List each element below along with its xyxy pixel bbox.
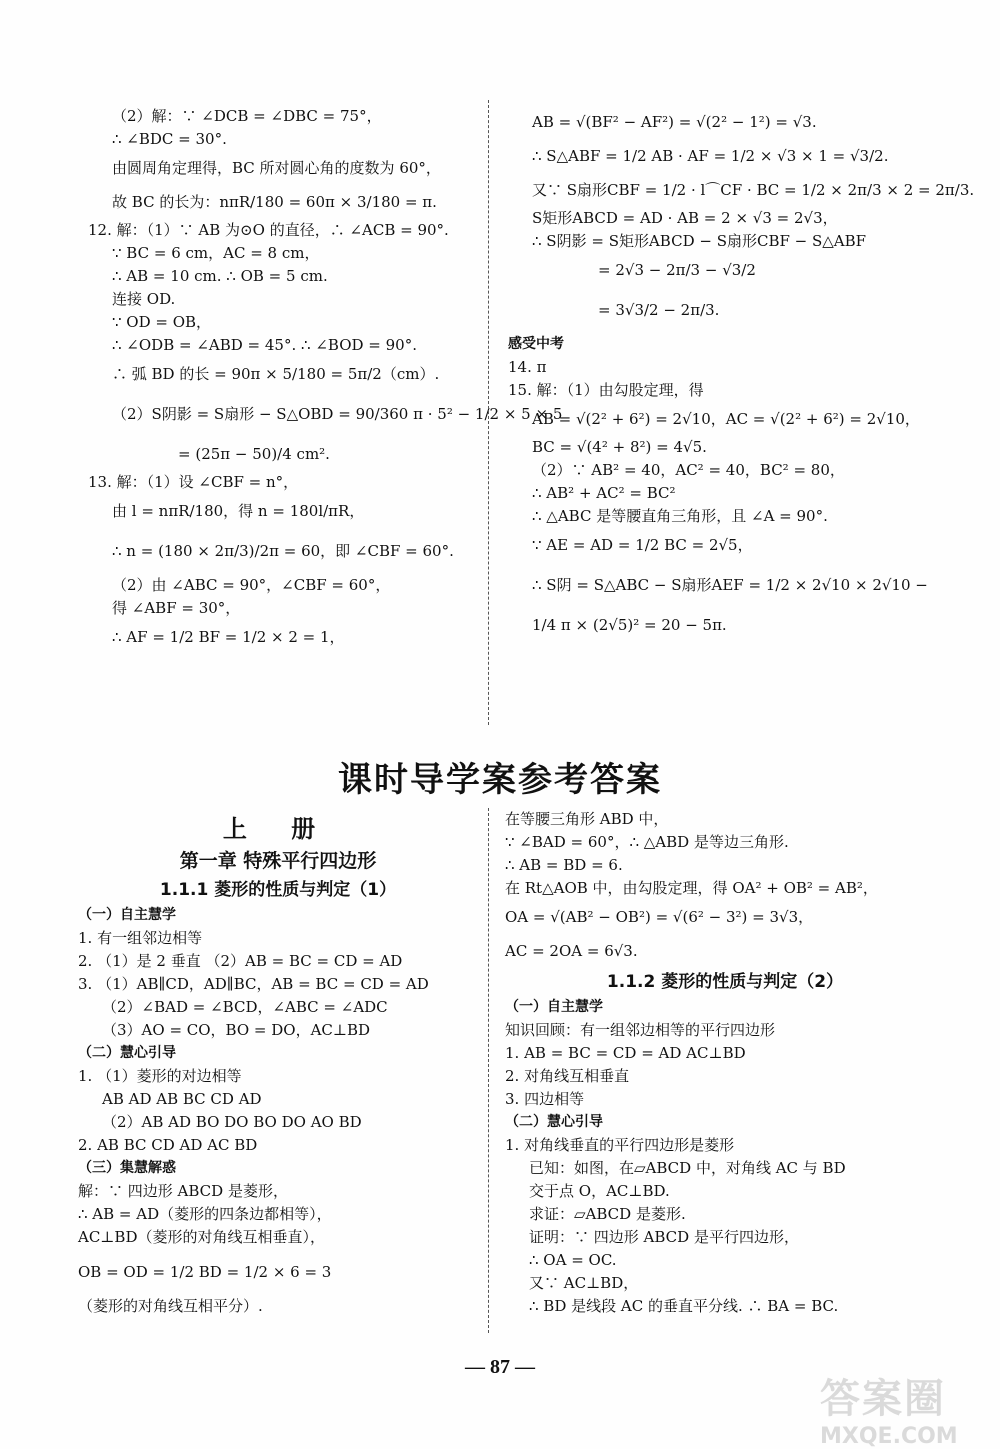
text-line: ∵ AE = AD = 1/2 BC = 2√5， bbox=[532, 536, 753, 554]
text-line: 14. π bbox=[508, 358, 547, 376]
text-line: AC⊥BD（菱形的对角线互相垂直）， bbox=[78, 1228, 325, 1246]
bottom-right-column bbox=[505, 808, 945, 1318]
section-heading: （三）集慧解惑 bbox=[78, 1160, 176, 1176]
text-line: （2）∠BAD = ∠BCD，∠ABC = ∠ADC bbox=[102, 998, 388, 1016]
text-line: AB AD AB BC CD AD bbox=[102, 1090, 262, 1108]
book-part-heading: 上 册 bbox=[222, 815, 334, 843]
text-line: BC = √(4² + 8²) = 4√5. bbox=[532, 438, 707, 456]
text-line: ∴ AB = AD（菱形的四条边都相等）， bbox=[78, 1205, 332, 1223]
text-line: ∴ AF = 1/2 BF = 1/2 × 2 = 1， bbox=[112, 628, 345, 646]
text-line: ∵ BC = 6 cm，AC = 8 cm， bbox=[112, 244, 320, 262]
text-line: 证明：∵ 四边形 ABCD 是平行四边形， bbox=[529, 1228, 799, 1246]
text-line: AC = 2OA = 6√3. bbox=[505, 942, 638, 960]
column-divider-bottom bbox=[488, 808, 489, 1333]
text-line: ∴ ∠ODB = ∠ABD = 45°. ∴ ∠BOD = 90°. bbox=[112, 336, 417, 354]
text-line: （2）S阴影 = S扇形 − S△OBD = 90/360 π · 5² − 1/2 × 5 × 5 bbox=[112, 405, 563, 423]
text-line: 1. 有一组邻边相等 bbox=[78, 929, 203, 947]
text-line: ∴ S阴影 = S矩形ABCD − S扇形CBF − S△ABF bbox=[532, 232, 867, 250]
text-line: 又∵ S扇形CBF = 1/2 · l⌒CF · BC = 1/2 × 2π/3 × 2 = 2π/3. bbox=[532, 181, 975, 199]
text-line: 故 BC 的长为：nπR/180 = 60π × 3/180 = π. bbox=[112, 193, 437, 211]
text-line: ∴ AB = BD = 6. bbox=[505, 856, 623, 874]
text-line: 由 l = nπR/180，得 n = 180l/πR， bbox=[112, 502, 365, 520]
text-line: 由圆周角定理得，BC 所对圆心角的度数为 60°， bbox=[112, 159, 441, 177]
text-line: S矩形ABCD = AD · AB = 2 × √3 = 2√3， bbox=[532, 209, 838, 227]
text-line: OA = √(AB² − OB²) = √(6² − 3²) = 3√3， bbox=[505, 908, 814, 926]
text-line: 在等腰三角形 ABD 中， bbox=[505, 810, 669, 828]
page-number: — 87 — bbox=[465, 1356, 535, 1378]
text-line: ∴ 弧 BD 的长 = 90π × 5/180 = 5π/2（cm）. bbox=[112, 365, 440, 383]
text-line: （3）AO = CO，BO = DO，AC⊥BD bbox=[102, 1021, 371, 1039]
text-line: ∴ AB = 10 cm. ∴ OB = 5 cm. bbox=[112, 267, 328, 285]
text-line: = 3√3/2 − 2π/3. bbox=[598, 301, 720, 319]
text-line: = (25π − 50)/4 cm². bbox=[178, 445, 330, 463]
text-line: 1. 对角线垂直的平行四边形是菱形 bbox=[505, 1136, 735, 1154]
text-line: 连接 OD. bbox=[112, 290, 176, 308]
text-line: AB = √(BF² − AF²) = √(2² − 1²) = √3. bbox=[532, 113, 817, 131]
text-line: 2. （1）是 2 垂直 （2）AB = BC = CD = AD bbox=[78, 952, 403, 970]
text-line: 3. 四边相等 bbox=[505, 1090, 585, 1108]
text-line: 得 ∠ABF = 30°， bbox=[112, 599, 241, 617]
watermark-mark: 答案圈 bbox=[820, 1376, 946, 1422]
text-line: ∴ n = (180 × 2π/3)/2π = 60，即 ∠CBF = 60°. bbox=[112, 542, 454, 560]
text-line: = 2√3 − 2π/3 − √3/2 bbox=[598, 261, 756, 279]
text-line: （2）解：∵ ∠DCB = ∠DBC = 75°， bbox=[112, 107, 382, 125]
lesson-heading: 1.1.2 菱形的性质与判定（2） bbox=[606, 972, 844, 992]
text-line: （菱形的对角线互相平分）. bbox=[78, 1297, 263, 1315]
column-divider-top bbox=[488, 100, 489, 725]
text-line: 1. （1）菱形的对边相等 bbox=[78, 1067, 242, 1085]
text-line: 12. 解：（1）∵ AB 为⊙O 的直径，∴ ∠ACB = 90°. bbox=[88, 221, 449, 239]
section-heading: （二）慧心引导 bbox=[505, 1114, 603, 1130]
section-heading: 感受中考 bbox=[508, 336, 564, 352]
text-line: 交于点 O，AC⊥BD. bbox=[529, 1182, 670, 1200]
text-line: ∵ ∠BAD = 60°，∴ △ABD 是等边三角形. bbox=[505, 833, 789, 851]
text-line: AB = √(2² + 6²) = 2√10，AC = √(2² + 6²) = 2√10， bbox=[532, 410, 920, 428]
text-line: 15. 解：（1）由勾股定理，得 bbox=[508, 381, 704, 399]
text-line: 13. 解：（1）设 ∠CBF = n°， bbox=[88, 473, 299, 491]
text-line: ∴ S阴 = S△ABC − S扇形AEF = 1/2 × 2√10 × 2√10 − bbox=[532, 576, 928, 594]
text-line: ∴ BD 是线段 AC 的垂直平分线. ∴ BA = BC. bbox=[529, 1297, 839, 1315]
lesson-heading: 1.1.1 菱形的性质与判定（1） bbox=[159, 880, 397, 900]
chapter-heading: 第一章 特殊平行四边形 bbox=[179, 850, 377, 872]
text-line: 又∵ AC⊥BD， bbox=[529, 1274, 639, 1292]
text-line: 已知：如图，在▱ABCD 中，对角线 AC 与 BD bbox=[529, 1159, 846, 1177]
watermark-url: MXQE.COM bbox=[820, 1424, 958, 1449]
text-line: 2. AB BC CD AD AC BD bbox=[78, 1136, 258, 1154]
text-line: ∴ △ABC 是等腰直角三角形，且 ∠A = 90°. bbox=[532, 507, 828, 525]
page-title: 课时导学案参考答案 bbox=[338, 760, 662, 800]
text-line: ∴ OA = OC. bbox=[529, 1251, 617, 1269]
text-line: （2）AB AD BO DO BO DO AO BD bbox=[102, 1113, 362, 1131]
text-line: 1/4 π × (2√5)² = 20 − 5π. bbox=[532, 616, 727, 634]
section-heading: （一）自主慧学 bbox=[78, 907, 176, 923]
top-right-column bbox=[508, 105, 975, 642]
section-heading: （一）自主慧学 bbox=[505, 999, 603, 1015]
text-line: 2. 对角线互相垂直 bbox=[505, 1067, 630, 1085]
text-line: ∵ OD = OB， bbox=[112, 313, 212, 331]
text-line: OB = OD = 1/2 BD = 1/2 × 6 = 3 bbox=[78, 1263, 332, 1281]
text-line: ∴ AB² + AC² = BC² bbox=[532, 484, 676, 502]
text-line: 解：∵ 四边形 ABCD 是菱形， bbox=[78, 1182, 288, 1200]
text-line: （2）∵ AB² = 40，AC² = 40，BC² = 80， bbox=[532, 461, 845, 479]
text-line: 知识回顾：有一组邻边相等的平行四边形 bbox=[505, 1021, 776, 1039]
section-heading: （二）慧心引导 bbox=[78, 1045, 176, 1061]
watermark-logo bbox=[820, 1367, 990, 1449]
text-line: 1. AB = BC = CD = AD AC⊥BD bbox=[505, 1044, 746, 1062]
text-line: ∴ ∠BDC = 30°. bbox=[112, 130, 227, 148]
text-line: ∴ S△ABF = 1/2 AB · AF = 1/2 × √3 × 1 = √3/2. bbox=[532, 147, 889, 165]
text-line: 求证：▱ABCD 是菱形. bbox=[529, 1205, 686, 1223]
text-line: 在 Rt△AOB 中，由勾股定理，得 OA² + OB² = AB²， bbox=[505, 879, 878, 897]
text-line: 3. （1）AB∥CD，AD∥BC，AB = BC = CD = AD bbox=[78, 975, 429, 993]
text-line: （2）由 ∠ABC = 90°，∠CBF = 60°， bbox=[112, 576, 391, 594]
bottom-left-column bbox=[78, 812, 478, 1318]
